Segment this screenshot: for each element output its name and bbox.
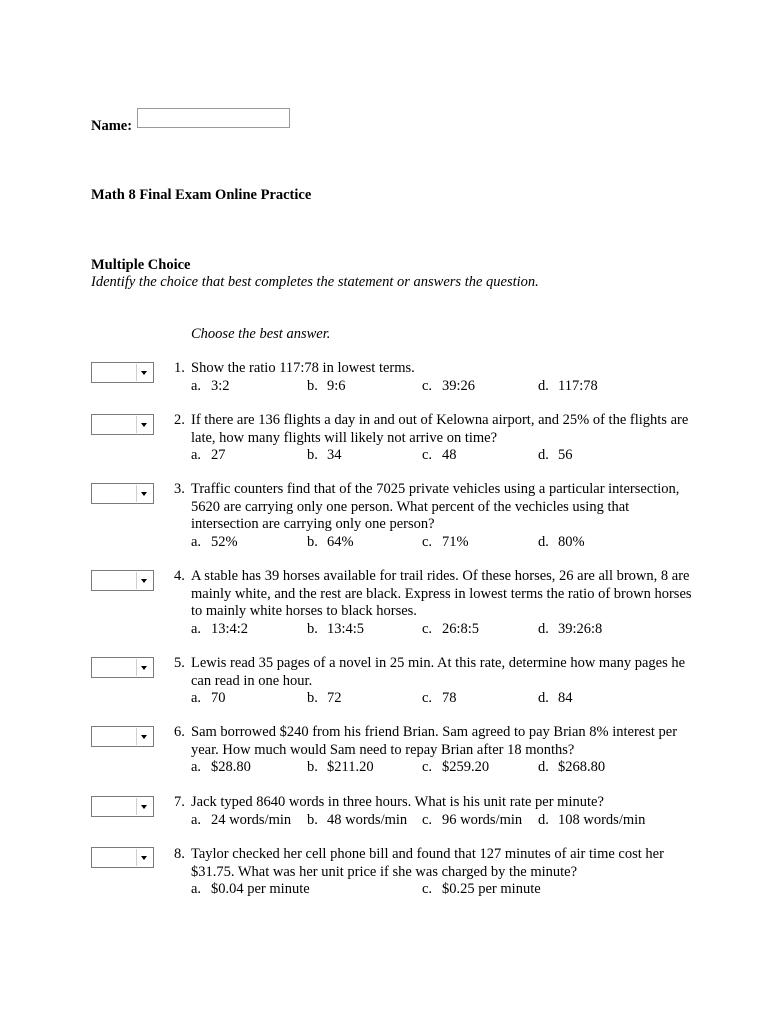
choice-a: a. 24 words/min (191, 811, 292, 828)
choice-d: d. 80% (538, 533, 585, 550)
question-3 (174, 481, 694, 551)
choice-a: a. 52% (191, 533, 238, 550)
choice-a: a. $28.80 (191, 759, 251, 775)
question-text: Traffic counters find that of the 7025 private vehicles using a particular intersection, 5620 are carrying only one person. What percent of the vechicles using that intersection are carrying only one person? (191, 481, 680, 532)
chevron-down-icon (136, 485, 152, 502)
question-number: 5. (174, 655, 185, 671)
answer-select-7[interactable] (91, 796, 154, 817)
answer-choices (191, 378, 694, 396)
answer-choices (191, 812, 694, 830)
chevron-down-icon (136, 659, 152, 676)
answer-choices (191, 621, 694, 639)
answer-select-4[interactable] (91, 570, 154, 591)
choice-c: c. 78 (422, 690, 457, 706)
answer-choices (191, 759, 694, 777)
chevron-down-icon (136, 416, 152, 433)
choice-c: c. $259.20 (422, 759, 490, 775)
choice-c: c. 26:8:5 (422, 620, 480, 637)
choice-b: b. 64% (307, 533, 354, 550)
choice-d: d. 56 (538, 447, 573, 463)
answer-select-5[interactable] (91, 657, 154, 678)
question-5 (174, 655, 694, 708)
question-number: 6. (174, 724, 185, 740)
name-input[interactable] (137, 108, 290, 128)
question-4 (174, 568, 694, 638)
chevron-down-icon (136, 849, 152, 866)
question-number: 4. (174, 568, 185, 584)
chevron-down-icon (136, 798, 152, 815)
choose-best-prompt: Choose the best answer. (191, 326, 331, 342)
choice-b: b. $211.20 (307, 759, 374, 775)
answer-select-8[interactable] (91, 847, 154, 868)
choice-a: a. 3:2 (191, 377, 230, 394)
choice-d: d. 39:26:8 (538, 620, 603, 637)
choice-c: c. 39:26 (422, 377, 476, 394)
exam-title: Math 8 Final Exam Online Practice (91, 187, 312, 203)
choice-d: d. 84 (538, 690, 573, 706)
question-7 (174, 794, 694, 829)
chevron-down-icon (136, 364, 152, 381)
question-text: Sam borrowed $240 from his friend Brian. Sam agreed to pay Brian 8% interest per year. How much would Sam need to repay Brian after 18 months? (191, 724, 678, 758)
question-number: 1. (174, 360, 185, 376)
choice-c: c. 48 (422, 447, 457, 463)
answer-choices (191, 690, 694, 708)
choice-a: a. 27 (191, 447, 226, 463)
choice-b: b. 48 words/min (307, 811, 408, 828)
choice-c: c. $0.25 per minute (422, 881, 541, 897)
choice-a: a. $0.04 per minute (191, 881, 310, 897)
name-label: Name: (91, 118, 133, 134)
answer-choices (191, 534, 694, 552)
question-text: If there are 136 flights a day in and out of Kelowna airport, and 25% of the flights are late, how many flights will likely not arrive on time? (191, 412, 689, 446)
question-1 (174, 360, 694, 395)
question-2 (174, 412, 694, 465)
question-text: Jack typed 8640 words in three hours. What is his unit rate per minute? (191, 794, 604, 810)
choice-b: b. 72 (307, 690, 342, 706)
answer-choices (191, 881, 694, 899)
question-8 (174, 846, 694, 899)
answer-select-2[interactable] (91, 414, 154, 435)
section-title: Multiple Choice (91, 257, 191, 273)
answer-select-6[interactable] (91, 726, 154, 747)
choice-d: d. 108 words/min (538, 811, 646, 828)
choice-d: d. 117:78 (538, 377, 598, 394)
choice-b: b. 34 (307, 447, 342, 463)
question-number: 3. (174, 481, 185, 497)
question-6 (174, 724, 694, 777)
chevron-down-icon (136, 572, 152, 589)
choice-b: b. 9:6 (307, 377, 346, 394)
choice-d: d. $268.80 (538, 759, 606, 775)
question-text: Show the ratio 117:78 in lowest terms. (191, 360, 415, 376)
answer-select-3[interactable] (91, 483, 154, 504)
question-text: Taylor checked her cell phone bill and found that 127 minutes of air time cost her $31.75. What was her unit price if she was charged by the minute? (191, 846, 664, 880)
answer-choices (191, 447, 694, 465)
choice-a: a. 13:4:2 (191, 620, 249, 637)
section-instructions: Identify the choice that best completes the statement or answers the question. (91, 274, 539, 290)
chevron-down-icon (136, 728, 152, 745)
question-number: 7. (174, 794, 185, 810)
choice-b: b. 13:4:5 (307, 620, 365, 637)
choice-c: c. 71% (422, 533, 469, 550)
answer-select-1[interactable] (91, 362, 154, 383)
choice-a: a. 70 (191, 690, 226, 706)
question-text: A stable has 39 horses available for trail rides. Of these horses, 26 are all brown, 8 are mainly white, and the rest are black. Express in lowest terms the ratio of brown horses to mainly white horses to black horses. (191, 568, 692, 619)
question-number: 2. (174, 412, 185, 428)
question-number: 8. (174, 846, 185, 862)
question-text: Lewis read 35 pages of a novel in 25 min. At this rate, determine how many pages he can read in one hour. (191, 655, 686, 689)
choice-c: c. 96 words/min (422, 811, 523, 828)
